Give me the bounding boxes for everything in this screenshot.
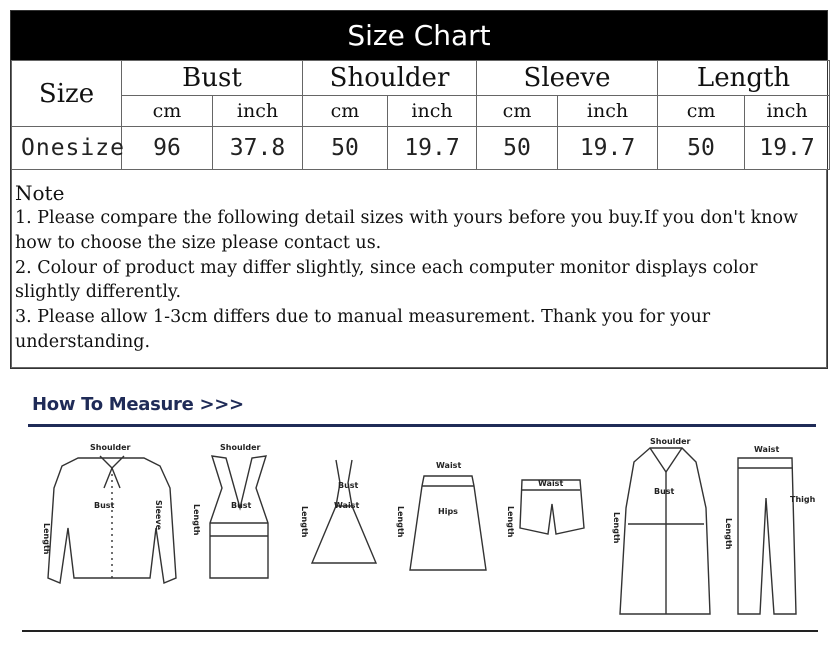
units-row <box>12 96 830 127</box>
dress-icon <box>312 460 376 563</box>
note-line: 3. Please allow 1-3cm differs due to manual measurement. Thank you for your understanding. <box>15 307 711 352</box>
coat-icon <box>620 448 710 614</box>
table-row <box>12 127 830 170</box>
length-label: Length <box>724 518 733 550</box>
size-label: Onesize <box>12 127 122 170</box>
header-length: Length <box>658 61 830 96</box>
length-label: Length <box>42 523 51 555</box>
waist-label: Waist <box>754 445 780 454</box>
note-line: 1. Please compare the following detail sizes with yours before you buy.If you don't know how to choose the size please contact us. <box>15 208 798 253</box>
bust-label: Bust <box>94 501 115 510</box>
length-label: Length <box>506 506 515 538</box>
header-shoulder: Shoulder <box>303 61 477 96</box>
size-chart-title: Size Chart <box>11 11 827 60</box>
size-chart <box>10 10 828 369</box>
unit-cell: inch <box>213 96 303 127</box>
value-cell: 37.8 <box>213 127 303 170</box>
shoulder-label: Shoulder <box>90 443 131 452</box>
size-table <box>11 60 830 170</box>
sleeve-label: Sleeve <box>154 500 163 530</box>
tank-top-icon <box>210 456 268 578</box>
note-section <box>11 170 827 368</box>
header-size: Size <box>12 61 122 127</box>
waist-label: Waist <box>436 461 462 470</box>
length-label: Length <box>612 512 621 544</box>
shorts-icon <box>520 480 584 534</box>
unit-cell: inch <box>558 96 658 127</box>
hips-label: Hips <box>438 507 458 516</box>
bust-label: Bust <box>338 481 359 490</box>
unit-cell: cm <box>658 96 745 127</box>
unit-cell: inch <box>388 96 477 127</box>
header-row <box>12 61 830 96</box>
length-label: Length <box>300 506 309 538</box>
thigh-label: Thigh <box>790 495 816 504</box>
unit-cell: cm <box>122 96 213 127</box>
value-cell: 19.7 <box>745 127 830 170</box>
length-label: Length <box>192 504 201 536</box>
shoulder-label: Shoulder <box>650 437 691 446</box>
note-title: Note <box>15 181 65 205</box>
trousers-icon <box>738 458 796 614</box>
value-cell: 96 <box>122 127 213 170</box>
skirt-icon <box>410 476 486 570</box>
unit-cell: inch <box>745 96 830 127</box>
bust-label: Bust <box>654 487 675 496</box>
header-sleeve: Sleeve <box>477 61 658 96</box>
how-to-measure-title: How To Measure >>> <box>32 394 244 415</box>
value-cell: 19.7 <box>558 127 658 170</box>
value-cell: 19.7 <box>388 127 477 170</box>
length-label: Length <box>396 506 405 538</box>
waist-label: Waist <box>334 501 360 510</box>
value-cell: 50 <box>658 127 745 170</box>
unit-cell: cm <box>477 96 558 127</box>
header-bust: Bust <box>122 61 303 96</box>
unit-cell: cm <box>303 96 388 127</box>
divider <box>22 630 818 632</box>
shoulder-label: Shoulder <box>220 443 261 452</box>
bust-label: Bust <box>231 501 252 510</box>
divider <box>28 424 816 427</box>
garment-diagrams <box>0 428 838 628</box>
value-cell: 50 <box>303 127 388 170</box>
value-cell: 50 <box>477 127 558 170</box>
note-line: 2. Colour of product may differ slightly, since each computer monitor displays color slightly differently. <box>15 257 758 303</box>
waist-label: Waist <box>538 479 564 488</box>
